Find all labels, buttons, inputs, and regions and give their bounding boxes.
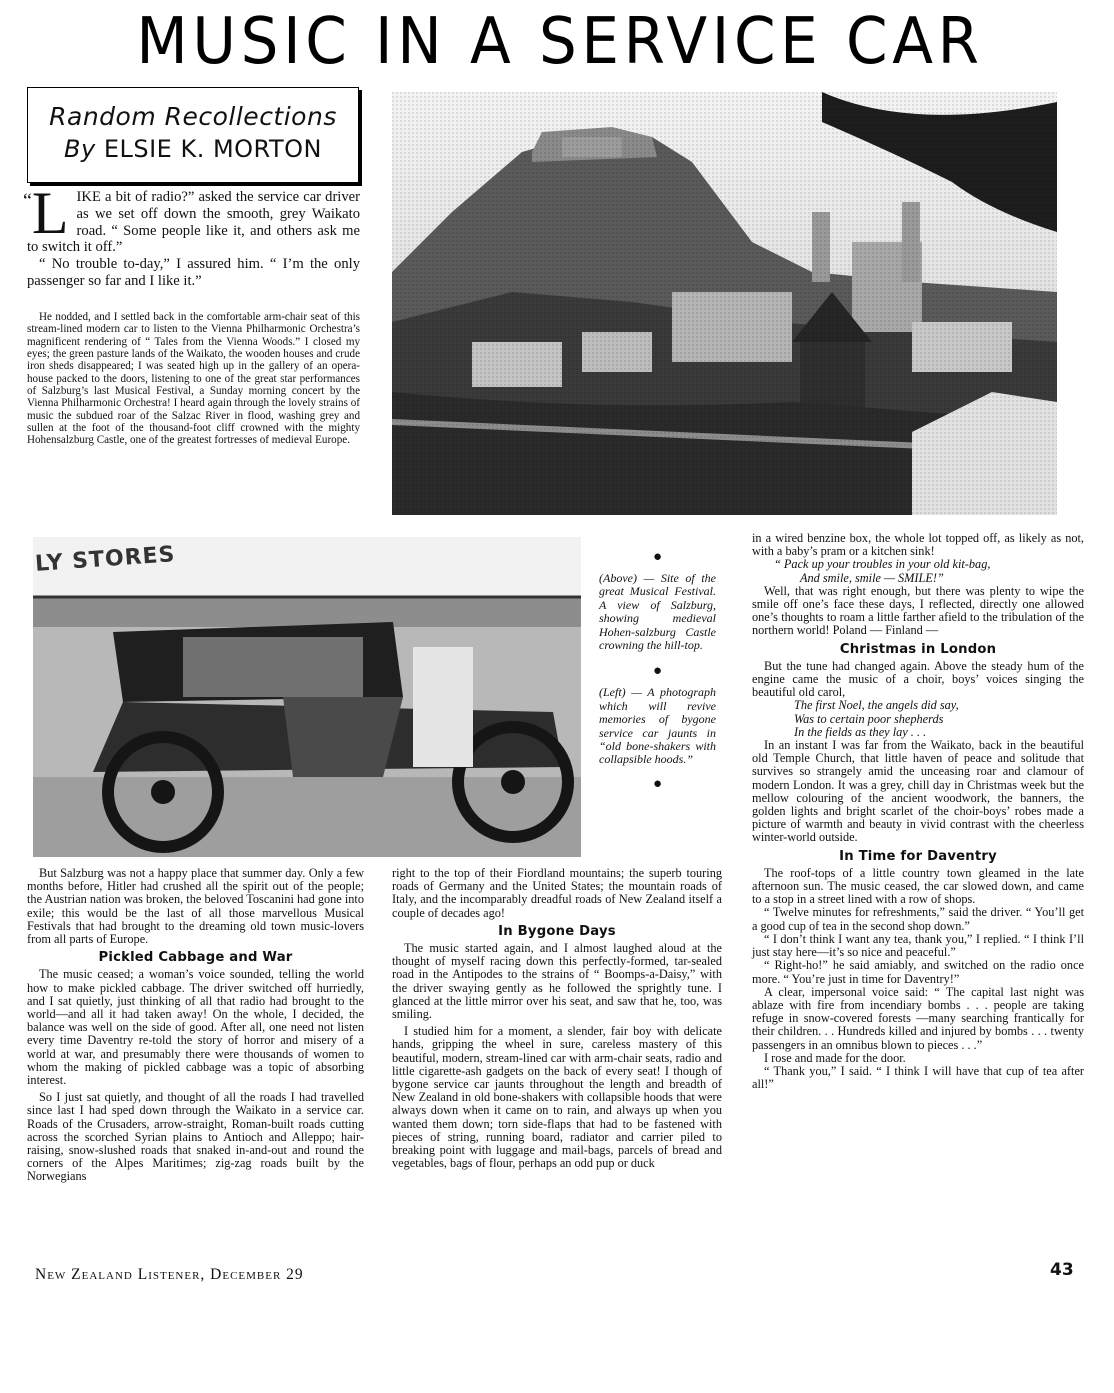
col3-paragraph-1: in a wired benzine box, the whole lot topped off, as likely as not, with a baby’s pram or a kitchen sink! bbox=[752, 531, 1084, 559]
caption-bullet-1: ● bbox=[652, 549, 663, 565]
col2-paragraph-2: The music started again, and I almost laughed aloud at the thought of myself racing down this perfectly-formed, tar-sealed road in the Antipodes to the strains of “ Boomps-a-Daisy,” with the driver swaying gently as he followed the sprightly tune. I glanced at the little mirror over his seat, and saw that he, too, was smiling. bbox=[392, 941, 722, 1022]
song-lyrics bbox=[752, 558, 1084, 584]
caption-bullet-2: ● bbox=[652, 663, 663, 680]
lead-paragraph-2: “ No trouble to-day,” I assured him. “ I’m the only passenger so far and I like it.” bbox=[27, 256, 360, 289]
column-3 bbox=[752, 532, 1084, 1091]
photo-sign-text: LY STORES bbox=[34, 542, 177, 577]
page-number: 43 bbox=[1050, 1260, 1074, 1280]
byline-author: ELSIE K. MORTON bbox=[103, 135, 322, 163]
column-1-bottom bbox=[27, 867, 364, 1184]
carol-line-2: Was to certain poor shepherds bbox=[794, 711, 944, 726]
salzburg-photo bbox=[392, 92, 1057, 515]
col3-paragraph-3: But the tune had changed again. Above the steady hum of the engine came the music of a choir, boys’ voices singing the beautiful old carol, bbox=[752, 658, 1084, 700]
song-line-1: “ Pack up your troubles in your old kit-bag, bbox=[774, 557, 991, 572]
col3-paragraph-2: Well, that was right enough, but there was plenty to wipe the smile off one’s face these days, I reflected, directly one allowed one’s thoughts to roam a little farther afield to the tribulation of the northern world! Poland — Finland — bbox=[752, 583, 1084, 638]
subhead-time-for-daventry: In Time for Daventry bbox=[839, 848, 997, 864]
drop-cap bbox=[23, 180, 69, 246]
byline-by: By bbox=[64, 135, 96, 163]
col1-paragraph-2: The music ceased; a woman’s voice sounded, telling the world how to make pickled cabbage. The driver switched off hurriedly, and I sat quietly, just thinking of all that radio had brought to the world—and all it had taken away! On the whole, I decided, the balance was well on the side of good. After all, one need not listen every time Daventry re-told the story of horror and misery of a world at war, and presumably there were thousands of women to whom the making of pickled cabbage was a topic of absorbing interest. bbox=[27, 967, 364, 1088]
caption-left: (Left) — A photograph which will revive memories of bygone service car jaunts in “old bone-shakers with collapsible hoods.” bbox=[599, 685, 716, 767]
subhead-christmas-london: Christmas in London bbox=[839, 641, 997, 657]
col2-paragraph-1: right to the top of their Fiordland mountains; the superb touring roads of Germany and the United States; the mountain roads of Italy, and the incomparably dreadful roads of New Zealand itself a couple of decades ago! bbox=[392, 866, 722, 920]
col3-paragraph-7: “ I don’t think I want any tea, thank you,” I replied. “ I think I’ll just stay here—it’s so nice and peaceful.” bbox=[752, 931, 1084, 960]
service-car-photo bbox=[33, 537, 581, 857]
col1-paragraph-3: So I just sat quietly, and thought of all the roads I had travelled since last I had sped down through the Waikato in a service car. Roads of the Crusaders, arrow-straight, Roman-built roads cutting across the scorched Syrian plains to Antioch and Alleppo; hair-raising, snow-slushed roads that snaked in-and-out and round the corners of the Alpes Maritimes; zig-zag roads built by the Norwegians bbox=[27, 1090, 364, 1184]
captions-column bbox=[599, 542, 716, 799]
headline: MUSIC IN A SERVICE CAR bbox=[136, 5, 984, 79]
intro-paragraph: He nodded, and I settled back in the comfortable arm-chair seat of this stream-lined modern car to listen to the Vienna Philharmonic Orchestra’s magnificent rendering of “ Tales from the Vienna Woods.” I closed my eyes; the green pasture lands of the Waikato, the wooden houses and crude iron sheds disappeared; I was seated high up in the gallery of an opera-house packed to the doors, listening to one of the great star performances of Salzburg’s last Musical Festival, a Sunday morning concert by the Vienna Philharmonic Orchestra! I heard again through the lovely strains of music the subdued roar of the Salzac River in flood, washing grey and sullen at the foot of the thousand-foot cliff crowned with the mighty Hohensalzburg Castle, one of the greatest fortresses of medieval Europe. bbox=[27, 311, 360, 447]
column-2 bbox=[392, 867, 722, 1170]
caption-bullet-3: ● bbox=[652, 775, 663, 792]
intro-body-text bbox=[27, 311, 360, 447]
lead-paragraph-1 bbox=[23, 180, 360, 256]
drop-cap-quote: “ bbox=[23, 190, 32, 212]
lead-text bbox=[23, 180, 360, 290]
carol-lyrics bbox=[752, 699, 1084, 739]
service-car-photo-image bbox=[33, 537, 581, 857]
byline-author-line bbox=[28, 135, 358, 163]
carol-line-1: The first Noel, the angels did say, bbox=[794, 698, 959, 713]
col3-paragraph-9: A clear, impersonal voice said: “ The capital last night was ablaze with fire from incendiary bombs . . . people are taking refuge in snow-covered forests —many searching frantically for their children. . . Hundreds killed and injured by bombs . . . twenty passengers in an omnibus blown to pieces . . .” bbox=[752, 984, 1084, 1052]
col3-paragraph-10: I rose and made for the door. bbox=[764, 1050, 906, 1065]
drop-cap-letter: L bbox=[31, 180, 69, 246]
col3-paragraph-8: “ Right-ho!” he said amiably, and switched on the radio once more. “ You’re just in time for Daventry!” bbox=[752, 958, 1084, 986]
song-line-2: And smile, smile — SMILE!” bbox=[800, 570, 944, 585]
caption-above: (Above) — Site of the great Musical Festival. A view of Salzburg, showing medieval Hohen-salzburg Castle crowning the hill-top. bbox=[599, 571, 716, 653]
col1-paragraph-1: But Salzburg was not a happy place that summer day. Only a few months before, Hitler had crushed all the spirit out of the people; the Austrian nation was broken, the beloved Toscanini had gone into exile; this would be the last of all those marvellous Musical Festivals that had brought to the dreaming old town music-lovers from all parts of Europe. bbox=[27, 866, 364, 947]
salzburg-photo-image bbox=[392, 92, 1057, 515]
col3-paragraph-6: “ Twelve minutes for refreshments,” said the driver. “ You’ll get a good cup of tea in the second shop down.” bbox=[752, 905, 1084, 933]
col3-paragraph-5: The roof-tops of a little country town gleamed in the late afternoon sun. The music ceased, the car slowed down, and came to a stop in a street lined with a row of shops. bbox=[752, 865, 1084, 907]
carol-line-3: In the fields as they lay . . . bbox=[794, 724, 927, 739]
col3-paragraph-11: “ Thank you,” I said. “ I think I will have that cup of tea after all!” bbox=[752, 1063, 1084, 1092]
col3-paragraph-4: In an instant I was far from the Waikato, back in the beautiful old Temple Church, that little haven of peace and solitude that survives so strangely amid the unceasing roar and clamour of modern London. It was a grey, chill day in Christmas week but the mellow colouring of the ancient woodwork, the banners, the golden lights and bright scarlet of the choir-boys’ robes made a picture of warmth and beauty in vivid contrast with the cheerless winter-world outside. bbox=[752, 738, 1084, 845]
subhead-bygone-days: In Bygone Days bbox=[498, 923, 616, 939]
subhead-pickled-cabbage: Pickled Cabbage and War bbox=[98, 950, 293, 966]
lead-paragraph-1-text: IKE a bit of radio?” asked the service car driver as we set off down the smooth, grey Waikato road. “ Some people like it, and others ask me to switch it off.” bbox=[27, 189, 360, 256]
byline-box bbox=[27, 87, 359, 183]
col2-paragraph-3: I studied him for a moment, a slender, fair boy with delicate hands, gripping the wheel in sure, careless mastery of this beautiful, modern, stream-lined car with arm-chair seats, radio and little cigarette-ash gadgets on the back of every seat! I though of bygone service car jaunts throughout the length and breadth of New Zealand in old bone-shakers with collapsible hoods that were always down when it came on to rain, and always up when you wanted them down; torn side-flaps that had to be fastened with pieces of string, running board, radiator and carrier piled to breaking point with luggage and mail-bags, parcels of bread and vegetables, bags of flour, perhaps an odd pup or duck bbox=[392, 1024, 722, 1171]
byline-subtitle: Random Recollections bbox=[49, 102, 337, 131]
publication-footer: New Zealand Listener, December 29 bbox=[35, 1266, 304, 1283]
